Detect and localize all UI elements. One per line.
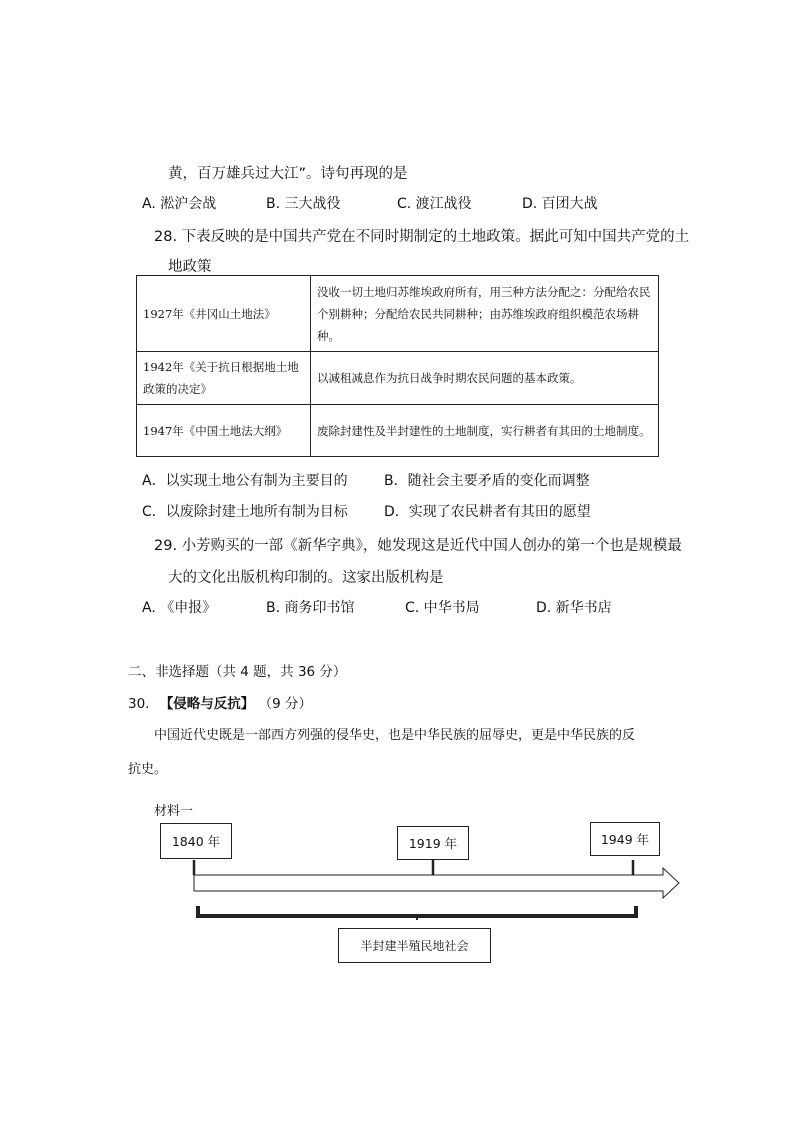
q28-option-b: B．随社会主要矛盾的变化而调整: [384, 473, 590, 489]
timeline-diagram: [150, 860, 690, 920]
table-cell-content: 废除封建性及半封建性的土地制度，实行耕者有其田的土地制度。: [311, 405, 659, 457]
q30-intro-line1: 中国近代史既是一部西方列强的侵华史，也是中华民族的屈辱史，更是中华民族的反: [154, 728, 636, 743]
q27-option-d: D. 百团大战: [522, 196, 598, 212]
q30-header: [128, 692, 312, 712]
q28-option-c: C．以废除封建土地所有制为目标: [142, 504, 348, 520]
q28-stem-line2: 地政策: [168, 259, 212, 275]
q27-stem-continuation: 黄，百万雄兵过大江”。诗句再现的是: [168, 166, 408, 182]
span-label-box: 半封建半殖民地社会: [338, 928, 491, 963]
q29-option-d: D. 新华书店: [536, 600, 612, 616]
span-bracket: [198, 906, 636, 916]
q27-option-b: B. 三大战役: [266, 196, 341, 212]
q29-stem-line2: 大的文化出版机构印制的。这家出版机构是: [168, 570, 444, 586]
table-cell-content: 以减租减息作为抗日战争时期农民问题的基本政策。: [311, 352, 659, 405]
q29-option-a: A. 《申报》: [142, 600, 217, 616]
section-heading: 二、非选择题（共 4 题，共 36 分）: [128, 664, 347, 680]
q27-option-a: A. 淞沪会战: [142, 196, 217, 212]
q29-stem-line1: 29. 小芳购买的一部《新华字典》，她发现这是近代中国人创办的第一个也是规模最: [154, 538, 682, 554]
q30-intro-line2: 抗史。: [128, 762, 168, 777]
year-box-1840: 1840 年: [160, 823, 232, 859]
q30-number: 30.: [128, 696, 150, 712]
q29-option-c: C. 中华书局: [405, 600, 480, 616]
material-label: 材料一: [154, 804, 194, 819]
table-row: [137, 276, 659, 352]
q28-option-d: D．实现了农民耕者有其田的愿望: [384, 504, 591, 520]
table-cell-law: 1927年《井冈山土地法》: [137, 276, 311, 352]
table-row: [137, 352, 659, 405]
land-policy-table: [136, 275, 659, 457]
table-cell-law: 1947年《中国土地法大纲》: [137, 405, 311, 457]
table-cell-law: 1942年《关于抗日根据地土地政策的决定》: [137, 352, 311, 405]
table-cell-content: 没收一切土地归苏维埃政府所有，用三种方法分配之：分配给农民个别耕种；分配给农民共同耕种；由苏维埃政府组织模范农场耕种。: [311, 276, 659, 352]
q28-stem-line1: 28. 下表反映的是中国共产党在不同时期制定的土地政策。据此可知中国共产党的土: [154, 229, 690, 245]
year-box-1949: 1949 年: [590, 822, 660, 856]
q27-option-c: C. 渡江战役: [397, 196, 472, 212]
q28-option-a: A．以实现土地公有制为主要目的: [142, 473, 348, 489]
q29-option-b: B. 商务印书馆: [266, 600, 355, 616]
q30-score: （9 分）: [258, 696, 312, 712]
table-row: [137, 405, 659, 457]
year-box-1919: 1919 年: [397, 826, 469, 860]
timeline-arrow: [194, 868, 679, 898]
q30-title: 【侵略与反抗】: [159, 696, 255, 712]
